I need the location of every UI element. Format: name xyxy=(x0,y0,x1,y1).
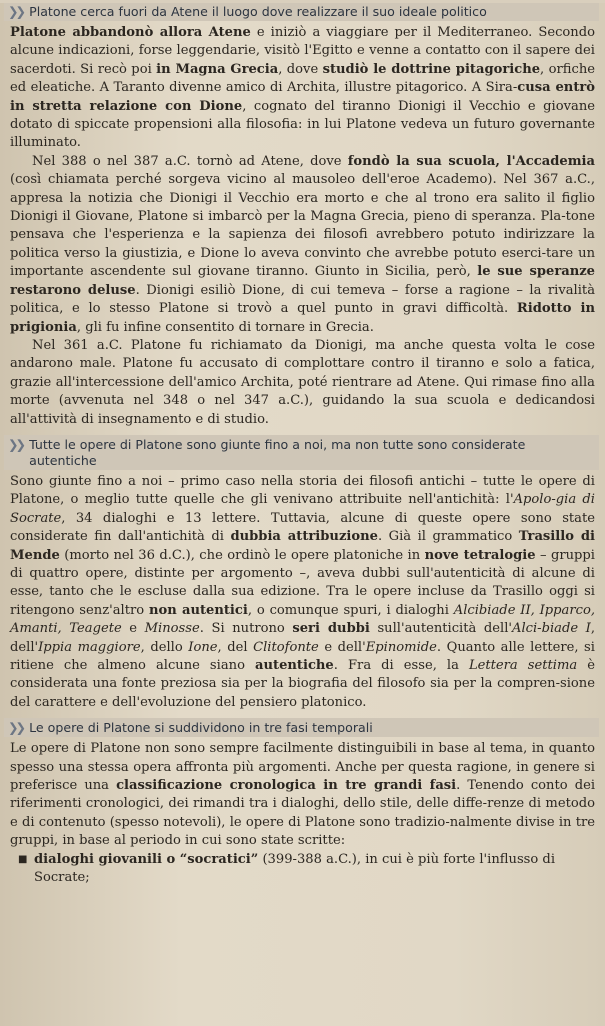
heading-text: Platone cerca fuori da Atene il luogo dove realizzare il suo ideale politico xyxy=(29,4,487,19)
section-heading-political-ideal xyxy=(4,3,599,21)
textbook-page xyxy=(0,3,605,1026)
double-chevron-icon: ❯❯ xyxy=(8,720,24,736)
list-item: ■ dialoghi giovanili o “socratici” (399-388 a.C.), in cui è più forte l'influsso di Socrate; xyxy=(18,851,556,886)
bullet-icon: ■ xyxy=(18,853,28,865)
paragraph-academy: Nel 388 o nel 387 a.C. tornò ad Atene, dove fondò la sua scuola, l'Accademia (così chiamata perché sorgeva vicino al mausoleo dell'eroe Academo). Nel 367 a.C., appresa la notizia che Dionigi il Vecchio era morto e che al trono era salito il figlio Dionigi il Giovane, Platone si imbarcò per la Magna Grecia, pieno di speranza. Pla-tone pensava che l'esperienza e la sapienza dei filosofi avrebbero potuto indirizzare la politica verso la giustizia, e Dione lo aveva convinto che avrebbe potuto eserci-tare un importante ascendente sul giovane tiranno. Giunto in Sicilia, però, le sue speranze restarono deluse. Dionigi esiliò Dione, di cui temeva – forse a ragione – la rivalità politica, e lo stesso Platone si trovò a quel punto in gravi difficoltà. Ridotto in prigionia, gli fu infine consentito di tornare in Grecia. xyxy=(10,153,596,335)
heading-text: Tutte le opere di Platone sono giunte fino a noi, ma non tutte sono considerate autentiche xyxy=(29,436,526,468)
paragraph-classification: Le opere di Platone non sono sempre facilmente distinguibili in base al tema, in quanto spesso una stessa opera affronta più argomenti. Anche per questa ragione, in genere si preferisce una classificazione cronologica in tre grandi fasi. Tenendo conto dei riferimenti cronologici, dei rimandi tra i dialoghi, dello stile, delle diffe-renze di metodo e di contenuto (spesso notevoli), le opere di Platone sono tradizio-nalmente divise in tre gruppi, in base al periodo in cui sono state scritte: xyxy=(10,741,596,849)
heading-text: Le opere di Platone si suddividono in tre fasi temporali xyxy=(29,720,373,736)
paragraph-return-athens: Nel 361 a.C. Platone fu richiamato da Dionigi, ma anche questa volta le cose andarono male. Platone fu accusato di complottare contro il tiranno e solo a fatica, grazie all'intercessione dell'amico Archita, poté rientrare ad Atene. Qui rimase fino alla morte (avvenuta nel 348 o nel 347 a.C.), guidando la sua scuola e dedicandosi all'attività di insegnamento e di studio. xyxy=(10,337,595,427)
paragraph-works: Sono giunte fino a noi – primo caso nella storia dei filosofi antichi – tutte le opere di Platone, o meglio tutte quelle che gli venivano attribuite nell'antichità: l'Apolo-gia di Socrate, 34 dialoghi e 13 lettere. Tuttavia, alcune di queste opere sono state considerate fin dall'antichità di dubbia attribuzione. Già il grammatico Trasillo di Mende (morto nel 36 d.C.), che ordinò le opere platoniche in nove tetralogie – gruppi di quattro opere, distinte per argomento –, aveva dubbi sull'autenticità di alcune di esse, tanto che le escluse dalla sua edizione. Tra le opere incluse da Trasillo oggi si ritengono senz'altro non autentici, o comunque spuri, i dialoghi Alcibiade II, Ipparco, Amanti, Teagete e Minosse. Si nutrono seri dubbi sull'autenticità dell'Alci-biade I, dell'Ippia maggiore, dello Ione, del Clitofonte e dell'Epinomide. Quanto alle lettere, si ritiene che almeno alcune siano autentiche. Fra di esse, la Lettera settima è considerata una fonte preziosa sia per la biografia del filosofo sia per la compren-sione del carattere e dell'evoluzione del pensiero platonico. xyxy=(10,473,595,710)
phases-list xyxy=(10,851,595,888)
section-heading-three-phases xyxy=(4,718,599,737)
paragraph-travels: Platone abbandonò allora Atene e iniziò a viaggiare per il Mediterraneo. Secondo alcune indicazioni, forse leggendarie, visitò l'Egitto e venne a contatto con il sapere dei sacerdoti. Si recò poi in Magna Grecia, dove studiò le dottrine pitagoriche, orfiche ed eleatiche. A Taranto divenne amico di Archita, illustre pitagorico. A Sira-cusa entrò in stretta relazione con Dione, cognato del tiranno Dionigi il Vecchio e giovane dotato di spiccate propensioni alla filosofia: in lui Platone vedeva un futuro governante illuminato. xyxy=(10,25,596,151)
section-heading-works-authenticity xyxy=(4,435,599,470)
double-chevron-icon: ❯❯ xyxy=(8,436,24,452)
double-chevron-icon: ❯❯ xyxy=(8,4,24,19)
